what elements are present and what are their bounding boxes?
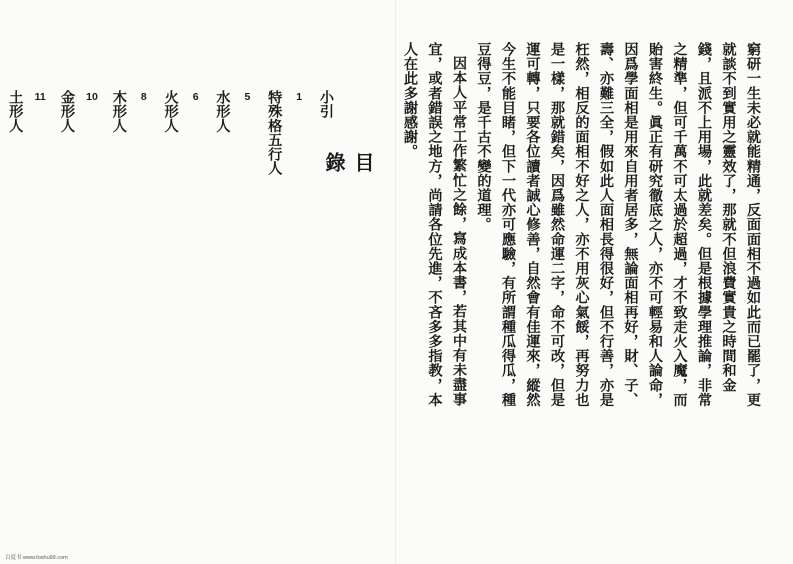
toc-entry-page: 8 [140, 91, 147, 103]
toc-entry-title: 水形人 [214, 90, 231, 133]
toc-entry-title: 特殊格五行人 [266, 90, 283, 176]
source-watermark: 百度书 www.foshu99.com [5, 555, 68, 561]
toc-entry-page: 10 [86, 91, 98, 103]
toc-entry[interactable] [286, 90, 338, 463]
toc-heading-char-2: 錄 [322, 152, 346, 172]
right-page [397, 0, 793, 564]
paragraph: 因本人平常工作繁忙之餘，寫成本書，若其中有未盡事宜，或者錯誤之地方，尚請各位先進，不吝多多指教，本人在此多謝感謝。 [402, 42, 467, 407]
left-page [0, 0, 396, 564]
toc-entry-title: 小引 [318, 90, 334, 119]
toc-entry[interactable] [27, 90, 79, 463]
toc-entry[interactable] [79, 90, 131, 463]
toc-entry-page [0, 90, 1, 104]
toc-list [0, 90, 338, 463]
toc-entry-page: 1 [296, 91, 303, 103]
toc-heading [322, 152, 378, 284]
toc-entry-page: 5 [244, 91, 251, 103]
body-text [398, 42, 766, 417]
toc-heading-char-1: 目 [351, 152, 375, 172]
toc-entry[interactable] [131, 90, 183, 463]
toc-entry[interactable] [0, 90, 27, 463]
toc-entry-title: 火形人 [162, 90, 179, 133]
toc-entry[interactable] [234, 90, 286, 463]
toc-entry-title: 土形人 [7, 90, 24, 133]
paragraph: 窮研一生未必就能精通，反面面相不過如此而已罷了，更就談不到實用之靈效了，那就不但浪費實貴之時間和金錢，且派不上用場，此就差矣。但是根據學理推論，非常之精準，但可千萬不可太過於超過，才不致走火入魔，而貽害終生。眞正有研究徹底之人，亦不可輕易和人論命，因爲學面相是用來自用者居多，無論面相再好，財、子、壽、亦難三全，假如此人面相長得很好，但不行善，亦是枉然，相反的面相不好之人，亦不用灰心氣餒，再努力也是一樣，那就錯矣，因爲雖然命運二字，命不可改，但是運可轉，只要各位讀者誠心修善，自然會有佳運來，縱然今生不能目睹，但下一代亦可應驗，有所謂種瓜得瓜，種豆得豆，是千古不變的道理。 [475, 42, 761, 407]
toc-entry[interactable] [183, 90, 235, 463]
toc-entry-title: 木形人 [110, 90, 127, 133]
toc-entry-page: 6 [192, 91, 199, 103]
toc-entry-page: 11 [34, 91, 46, 103]
toc-entry-title: 金形人 [59, 90, 76, 133]
